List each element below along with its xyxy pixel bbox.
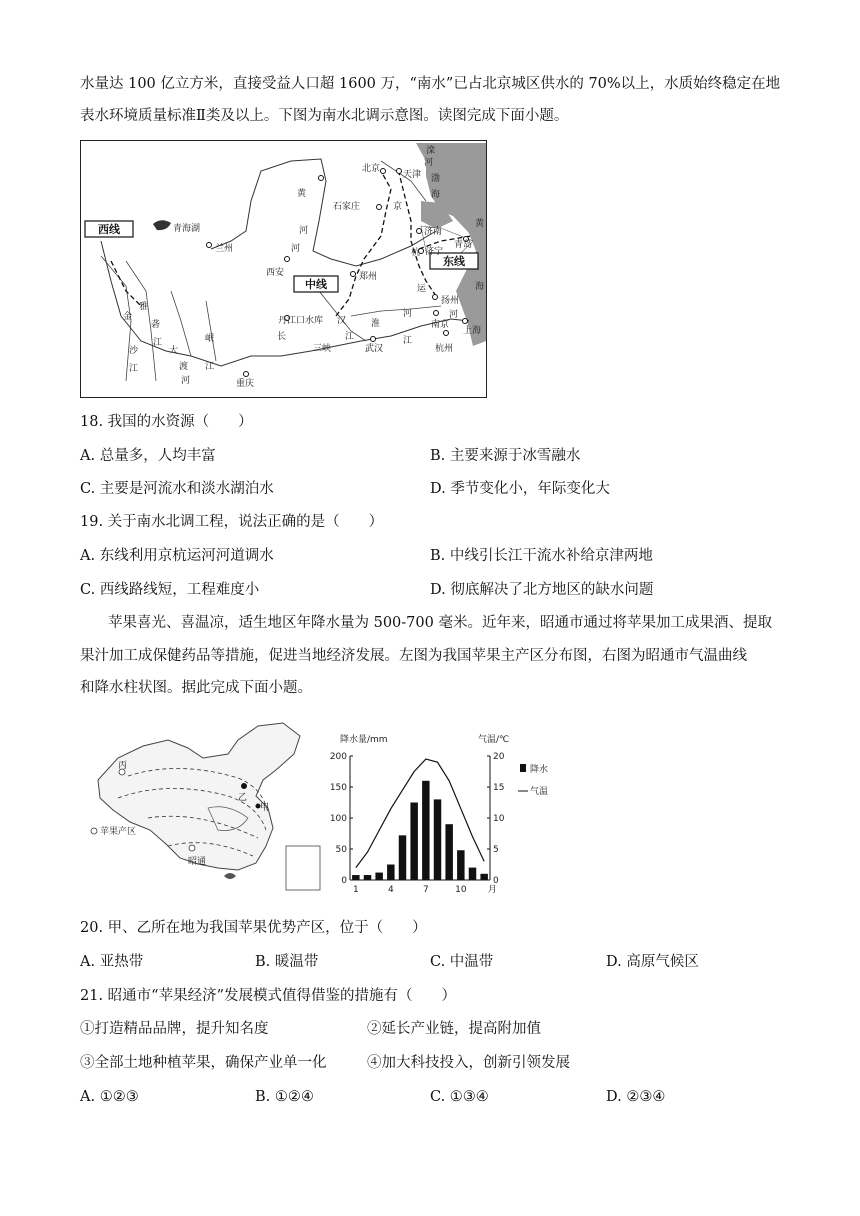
svg-text:杭: 杭 <box>411 248 421 258</box>
climate-chart-svg <box>330 728 560 898</box>
q19-option-d[interactable]: D. 彻底解决了北方地区的缺水问题 <box>430 582 654 598</box>
svg-text:滦: 滦 <box>426 146 436 156</box>
climate-chart <box>330 728 560 898</box>
west-route-label: 西线 <box>98 223 120 236</box>
chart-x-tick-label: 4 <box>387 885 394 895</box>
apple-region-map <box>88 718 328 898</box>
label-bing: 丙 <box>118 761 128 771</box>
q18-option-a[interactable]: A. 总量多，人均丰富 <box>80 448 216 464</box>
svg-text:海: 海 <box>475 282 485 292</box>
q20-option-d[interactable]: D. 高原气候区 <box>606 954 699 970</box>
label-sanxia: 三峡 <box>313 344 332 354</box>
west-route-line <box>111 261 141 306</box>
svg-text:河: 河 <box>449 310 459 320</box>
east-route-label: 东线 <box>443 255 465 268</box>
q18-option-d[interactable]: D. 季节变化小，年际变化大 <box>430 481 610 497</box>
chart-y-tick-label: 100 <box>330 814 347 824</box>
svg-text:淮: 淮 <box>371 319 381 329</box>
svg-text:渡: 渡 <box>179 362 189 372</box>
svg-text:江: 江 <box>205 362 215 372</box>
label-lanzhou: 兰州 <box>215 244 234 254</box>
q20-option-b[interactable]: B. 暖温带 <box>255 954 319 970</box>
precip-bar <box>422 781 429 880</box>
chart-x-tick-label: 月 <box>487 885 497 895</box>
label-jinan: 济南 <box>424 227 443 237</box>
apple-region-legend-symbol <box>91 828 97 834</box>
q18-stem: 18. 我国的水资源（ ） <box>80 414 253 430</box>
q19-option-b[interactable]: B. 中线引长江干流水补给京津两地 <box>430 548 653 564</box>
label-shijiazhuang: 石家庄 <box>333 202 361 212</box>
svg-text:黄: 黄 <box>297 189 307 199</box>
precip-bar <box>399 835 406 880</box>
chart-x-tick-label: 10 <box>455 885 467 895</box>
svg-text:河: 河 <box>291 244 301 254</box>
chart-y2-tick-label: 20 <box>493 752 505 762</box>
chart-y-tick-label: 50 <box>335 845 347 855</box>
chart-y2label: 气温/℃ <box>478 735 510 745</box>
q21-option-a[interactable]: A. ①②③ <box>80 1089 139 1105</box>
svg-text:黄: 黄 <box>475 219 485 229</box>
svg-text:江: 江 <box>345 332 355 342</box>
q20-option-c[interactable]: C. 中温带 <box>430 954 494 970</box>
label-tianjin: 天津 <box>403 170 422 180</box>
svg-text:岷: 岷 <box>205 334 215 344</box>
q21-stem: 21. 昭通市“苹果经济”发展模式值得借鉴的措施有（ ） <box>80 988 456 1004</box>
precip-bar <box>469 868 476 880</box>
label-beijing: 北京 <box>362 164 381 174</box>
svg-text:河: 河 <box>424 158 434 168</box>
svg-text:河: 河 <box>299 226 309 236</box>
passage2-line-2: 果汁加工成保健药品等措施，促进当地经济发展。左图为我国苹果主产区分布图，右图为昭通市气温曲线 <box>80 648 747 664</box>
q19-option-a[interactable]: A. 东线利用京杭运河河道调水 <box>80 548 274 564</box>
q21-option-b[interactable]: B. ①②④ <box>255 1089 314 1105</box>
label-qingdao: 青岛 <box>454 240 473 250</box>
precip-bar <box>445 824 452 880</box>
q20-stem: 20. 甲、乙所在地为我国苹果优势产区，位于（ ） <box>80 920 427 936</box>
south-sea-inset <box>286 846 320 890</box>
svg-text:雅: 雅 <box>139 302 149 312</box>
q18-option-c[interactable]: C. 主要是河流水和淡水湖泊水 <box>80 481 274 497</box>
legend-bar-swatch <box>520 764 526 772</box>
precip-bar <box>364 875 371 880</box>
q20-option-a[interactable]: A. 亚热带 <box>80 954 144 970</box>
chart-y-tick-label: 200 <box>330 752 347 762</box>
svg-text:砻: 砻 <box>151 320 161 330</box>
chart-ylabel: 降水量/mm <box>340 735 388 745</box>
svg-text:运: 运 <box>417 284 427 294</box>
middle-route-line <box>336 171 391 316</box>
diversion-map <box>80 140 487 398</box>
chart-y2-tick-label: 15 <box>493 783 505 793</box>
q21-option-c[interactable]: C. ①③④ <box>430 1089 489 1105</box>
chart-y-tick-label: 0 <box>341 876 347 886</box>
label-zhengzhou: 郑州 <box>359 272 378 282</box>
q21-statement-3: ③全部土地种植苹果，确保产业单一化 <box>80 1055 327 1071</box>
label-hangzhou: 杭州 <box>435 344 454 354</box>
svg-text:长: 长 <box>277 332 287 342</box>
svg-text:河: 河 <box>181 376 191 386</box>
passage2-line-3: 和降水柱状图。据此完成下面小题。 <box>80 680 312 696</box>
label-nanjing: 南京 <box>431 320 450 330</box>
legend-bar-label: 降水 <box>530 765 549 775</box>
precip-bar <box>480 874 487 880</box>
svg-text:沙: 沙 <box>129 346 139 356</box>
chart-y2-tick-label: 0 <box>493 876 499 886</box>
q18-option-b[interactable]: B. 主要来源于冰雪融水 <box>430 448 581 464</box>
q21-statement-4: ④加大科技投入，创新引领发展 <box>367 1055 570 1071</box>
q19-option-c[interactable]: C. 西线路线短，工程难度小 <box>80 582 260 598</box>
china-outline <box>98 723 300 870</box>
svg-text:大: 大 <box>169 346 179 356</box>
label-xian: 西安 <box>266 268 285 278</box>
label-shanghai: 上海 <box>463 326 482 336</box>
svg-text:江: 江 <box>403 336 413 346</box>
label-jining: 济宁 <box>425 247 444 257</box>
middle-route-label: 中线 <box>305 278 327 291</box>
legend-line-label: 气温 <box>530 787 549 797</box>
qinghai-lake <box>153 220 171 230</box>
svg-text:金: 金 <box>123 312 133 322</box>
svg-text:海: 海 <box>431 190 441 200</box>
label-danjiangkou: 丹江口水库 <box>278 316 324 326</box>
svg-text:河: 河 <box>403 309 413 319</box>
chart-y2-tick-label: 5 <box>493 845 499 855</box>
chart-y-tick-label: 150 <box>330 783 347 793</box>
q21-option-d[interactable]: D. ②③④ <box>606 1089 666 1105</box>
label-chongqing: 重庆 <box>236 379 255 389</box>
svg-text:江: 江 <box>129 364 139 374</box>
label-wuhan: 武汉 <box>365 344 384 354</box>
precip-bar <box>457 850 464 880</box>
precip-bar <box>387 865 394 881</box>
apple-region-map-svg <box>88 718 328 898</box>
chart-y2-tick-label: 10 <box>493 814 505 824</box>
chart-x-tick-label: 1 <box>352 885 359 895</box>
passage2-line-1: 苹果喜光、喜温凉，适生地区年降水量为 500-700 毫米。近年来，昭通市通过将苹果加工成果酒、提取 <box>108 615 772 631</box>
precip-bar <box>410 803 417 881</box>
intro-line-2: 表水环境质量标准Ⅱ类及以上。下图为南水北调示意图。读图完成下面小题。 <box>80 108 569 124</box>
label-qinghai-lake: 青海湖 <box>173 224 201 234</box>
svg-text:渤: 渤 <box>431 174 441 184</box>
temperature-line <box>356 759 484 868</box>
q19-stem: 19. 关于南水北调工程，说法正确的是（ ） <box>80 514 384 530</box>
q21-statement-1: ①打造精品品牌，提升知名度 <box>80 1021 269 1037</box>
q21-statement-2: ②延长产业链，提高附加值 <box>367 1021 541 1037</box>
intro-line-1: 水量达 100 亿立方米，直接受益人口超 1600 万，“南水”已占北京城区供水的 70%以上，水质始终稳定在地 <box>80 76 781 92</box>
precip-bar <box>352 875 359 880</box>
diversion-map-svg <box>81 141 486 397</box>
precip-bar <box>375 873 382 880</box>
svg-text:京: 京 <box>393 202 403 212</box>
label-yi: 乙 <box>238 793 248 803</box>
label-yangzhou: 扬州 <box>441 296 460 306</box>
precip-bar <box>434 799 441 880</box>
label-jia: 甲 <box>260 803 270 813</box>
svg-text:江: 江 <box>153 338 163 348</box>
chart-x-tick-label: 7 <box>422 885 429 895</box>
label-zhaotong: 昭通 <box>188 857 207 867</box>
apple-region-legend-label: 苹果产区 <box>100 827 137 837</box>
svg-text:汉: 汉 <box>337 316 347 326</box>
